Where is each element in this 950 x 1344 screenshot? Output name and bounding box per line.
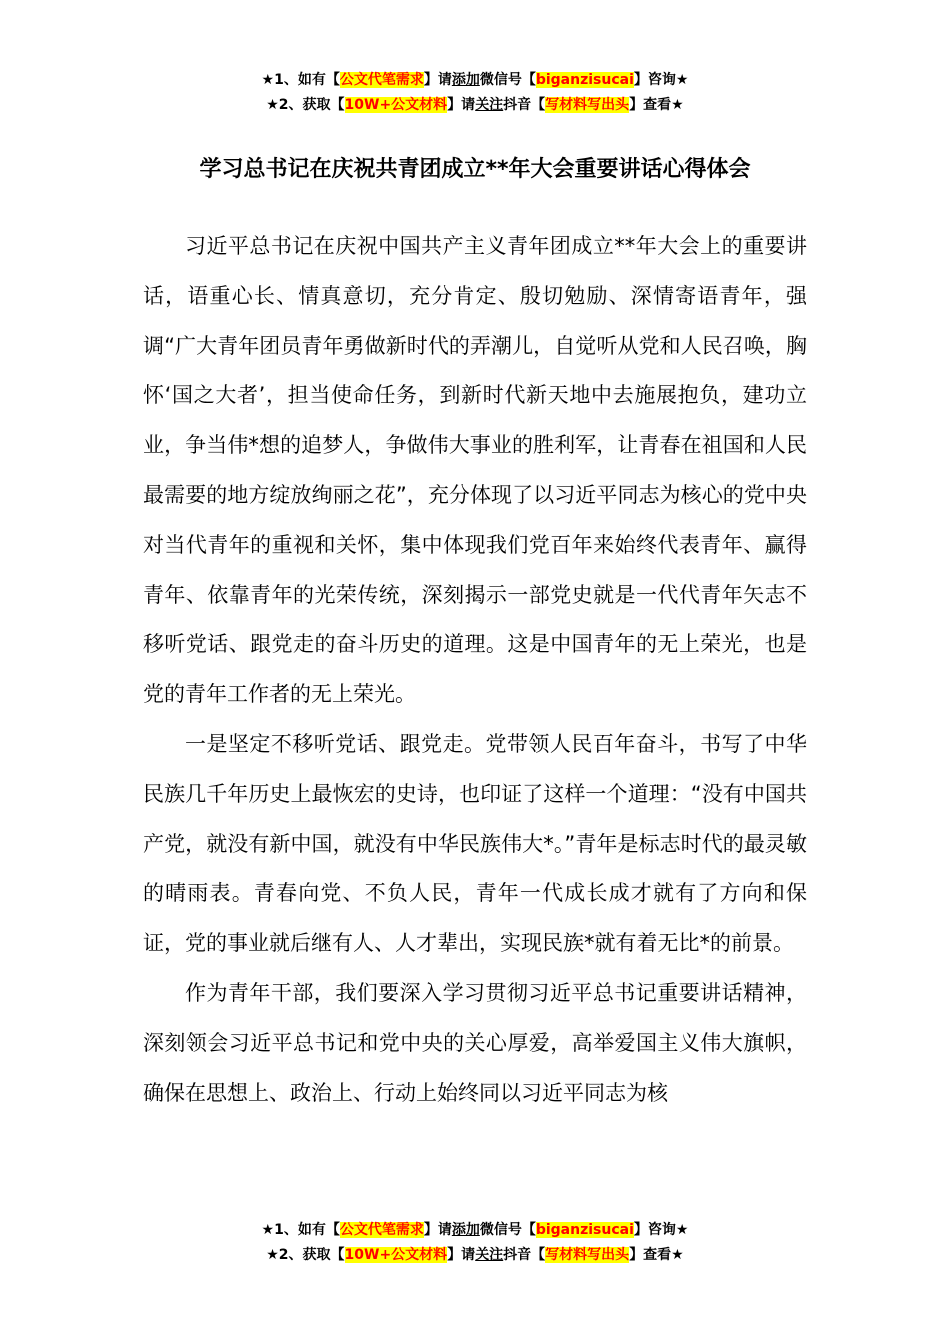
banner-line-2 [0, 1243, 950, 1268]
banner-text: 】查看★ [629, 97, 684, 113]
highlight-service: 公文代笔需求 [339, 1222, 424, 1238]
banner-text: 】请 [447, 97, 476, 113]
highlight-materials: 10W+公文材料 [344, 1247, 448, 1263]
paragraph: 一是坚定不移听党话、跟党走。党带领人民百年奋斗，书写了中华民族几千年历史上最恢宏的史诗，也印证了这样一个道理：“没有中国共产党，就没有新中国，就没有中华民族伟大*。”青年是标志时代的最灵敏的晴雨表。青春向党、不负人民，青年一代成长成才就有了方向和保证，党的事业就后继有人、人才辈出，实现民族*就有着无比*的前景。 [143, 731, 807, 956]
underlined-verb: 关注 [475, 1247, 504, 1263]
banner-text: 】查看★ [629, 1247, 684, 1263]
footer-banner [0, 1218, 950, 1268]
banner-text: 】请 [423, 72, 452, 88]
highlight-account: 写材料写出头 [545, 97, 630, 113]
underlined-verb: 关注 [475, 97, 504, 113]
banner-text: ★1、如有【 [261, 72, 340, 88]
banner-line-2 [0, 93, 950, 118]
banner-text: 】请 [447, 1247, 476, 1263]
banner-text: 微信号【 [479, 1222, 536, 1238]
banner-line-1 [0, 1218, 950, 1243]
paragraph: 作为青年干部，我们要深入学习贯彻习近平总书记重要讲话精神，深刻领会习近平总书记和党中央的关心厚爱，高举爱国主义伟大旗帜，确保在思想上、政治上、行动上始终同以习近平同志为核 [143, 980, 807, 1105]
paragraph: 习近平总书记在庆祝中国共产主义青年团成立**年大会上的重要讲话，语重心长、情真意切，充分肯定、殷切勉励、深情寄语青年，强调“广大青年团员青年勇做新时代的弄潮儿，自觉听从党和人民召唤，胸怀‘国之大者’，担当使命任务，到新时代新天地中去施展抱负，建功立业，争当伟*想的追梦人，争做伟大事业的胜利军，让青春在祖国和人民最需要的地方绽放绚丽之花”，充分体现了以习近平同志为核心的党中央对当代青年的重视和关怀，集中体现我们党百年来始终代表青年、赢得青年、依靠青年的光荣传统，深刻揭示一部党史就是一代代青年矢志不移听党话、跟党走的奋斗历史的道理。这是中国青年的无上荣光，也是党的青年工作者的无上荣光。 [143, 234, 807, 707]
highlight-materials: 10W+公文材料 [344, 97, 448, 113]
banner-text: 】咨询★ [633, 72, 689, 88]
banner-text: 】请 [423, 1222, 452, 1238]
banner-text: 】咨询★ [633, 1222, 689, 1238]
banner-text: ★2、获取【 [266, 97, 345, 113]
banner-text: ★2、获取【 [266, 1247, 345, 1263]
highlight-wechat-id: biganzisucai [535, 1222, 634, 1238]
banner-text: 抖音【 [503, 97, 546, 113]
document-title: 学习总书记在庆祝共青团成立**年大会重要讲话心得体会 [199, 157, 751, 182]
underlined-verb: 添加 [451, 72, 480, 88]
banner-line-1 [0, 68, 950, 93]
banner-text: ★1、如有【 [261, 1222, 340, 1238]
underlined-verb: 添加 [451, 1222, 480, 1238]
banner-text: 抖音【 [503, 1247, 546, 1263]
highlight-account: 写材料写出头 [545, 1247, 630, 1263]
banner-text: 微信号【 [479, 72, 536, 88]
document-body [143, 222, 807, 1118]
header-banner [0, 68, 950, 118]
highlight-wechat-id: biganzisucai [535, 72, 634, 88]
highlight-service: 公文代笔需求 [339, 72, 424, 88]
